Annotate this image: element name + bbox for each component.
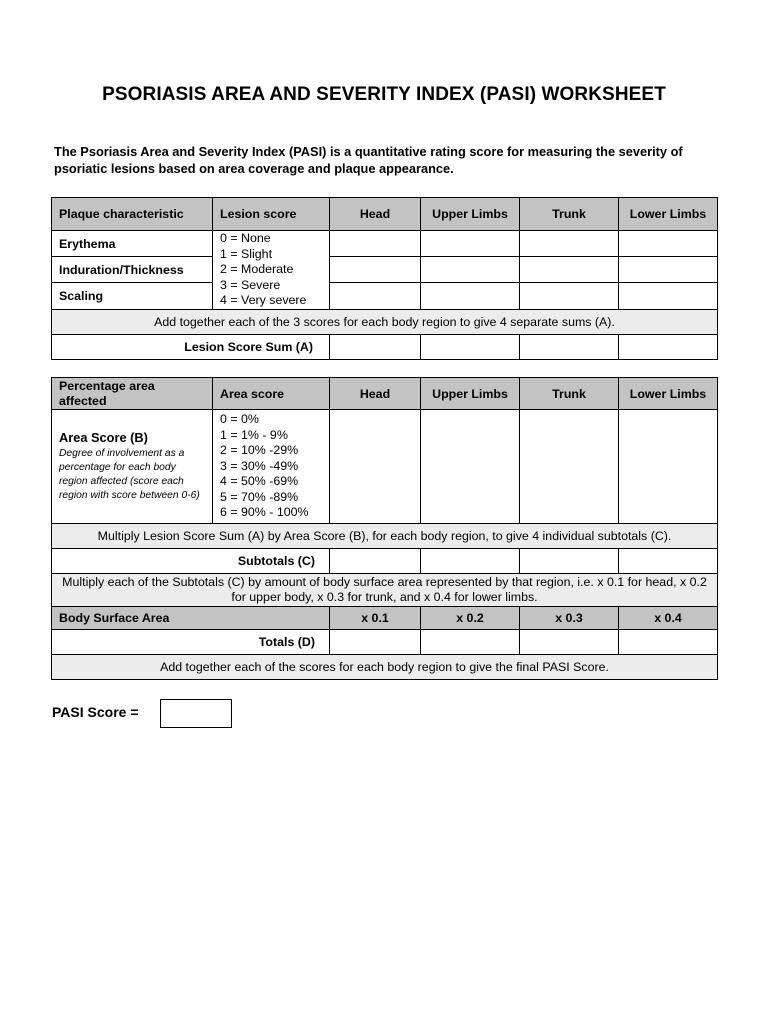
area-head-cell[interactable] xyxy=(330,410,421,524)
table-row xyxy=(52,231,718,257)
area-table-header xyxy=(52,378,718,410)
induration-trunk-cell[interactable] xyxy=(520,257,619,283)
table-row xyxy=(52,655,718,680)
body-surface-area-row xyxy=(52,607,718,630)
sum-a-lower-limbs-cell[interactable] xyxy=(619,335,718,360)
area-score-description: Degree of involvement as a percentage for each body region affected (score each region with score between 0-6) xyxy=(59,448,200,501)
subtotal-head-cell[interactable] xyxy=(330,549,421,574)
erythema-lower-limbs-cell[interactable] xyxy=(619,231,718,257)
area-lower-limbs-cell[interactable] xyxy=(619,410,718,524)
row-label-induration: Induration/Thickness xyxy=(52,257,213,283)
body-surface-area-label: Body Surface Area xyxy=(52,607,330,630)
scaling-lower-limbs-cell[interactable] xyxy=(619,283,718,310)
sum-a-upper-limbs-cell[interactable] xyxy=(421,335,520,360)
pasi-score-label: PASI Score = xyxy=(52,704,139,720)
bsa-multiplier-trunk: x 0.3 xyxy=(520,607,619,630)
region-header-head: Head xyxy=(330,378,421,410)
region-header-upper-limbs: Upper Limbs xyxy=(421,198,520,231)
scale-item: 5 = 70% -89% xyxy=(220,489,299,504)
scale-item: 4 = 50% -69% xyxy=(220,474,299,489)
table-row xyxy=(52,574,718,607)
lesion-score-header: Lesion score xyxy=(213,198,330,231)
scale-item: 2 = Moderate xyxy=(220,262,294,277)
scale-item: 4 = Very severe xyxy=(220,293,307,308)
region-header-trunk: Trunk xyxy=(520,198,619,231)
area-trunk-cell[interactable] xyxy=(520,410,619,524)
subtotals-label: Subtotals (C) xyxy=(52,549,330,574)
region-header-lower-limbs: Lower Limbs xyxy=(619,198,718,231)
table-row xyxy=(52,310,718,335)
table-row xyxy=(52,335,718,360)
instruction-body-surface-area: Multiply each of the Subtotals (C) by amount of body surface area represented by that region, i.e. x 0.1 for head, x 0.2 for upper body, x 0.3 for trunk, and x 0.4 for lower limbs. xyxy=(52,574,718,607)
scaling-trunk-cell[interactable] xyxy=(520,283,619,310)
instruction-sum-a: Add together each of the 3 scores for each body region to give 4 separate sums (A). xyxy=(52,310,718,335)
table-row xyxy=(52,630,718,655)
percentage-area-header: Percentage area affected xyxy=(52,378,213,410)
region-header-lower-limbs: Lower Limbs xyxy=(619,378,718,410)
area-score-description-cell xyxy=(52,410,213,524)
subtotal-lower-limbs-cell[interactable] xyxy=(619,549,718,574)
scale-item: 6 = 90% - 100% xyxy=(220,505,309,520)
table-row xyxy=(52,524,718,549)
sum-a-trunk-cell[interactable] xyxy=(520,335,619,360)
area-score-table xyxy=(51,377,718,680)
region-header-trunk: Trunk xyxy=(520,378,619,410)
area-upper-limbs-cell[interactable] xyxy=(421,410,520,524)
total-upper-limbs-cell[interactable] xyxy=(421,630,520,655)
bsa-multiplier-lower-limbs: x 0.4 xyxy=(619,607,718,630)
scale-item: 3 = 30% -49% xyxy=(220,458,299,473)
total-lower-limbs-cell[interactable] xyxy=(619,630,718,655)
sum-a-head-cell[interactable] xyxy=(330,335,421,360)
bsa-multiplier-head: x 0.1 xyxy=(330,607,421,630)
intro-paragraph: The Psoriasis Area and Severity Index (PASI) is a quantitative rating score for measuring the severity of psoriatic lesions based on area coverage and plaque appearance. xyxy=(54,144,683,176)
worksheet-title: PSORIASIS AREA AND SEVERITY INDEX (PASI) WORKSHEET xyxy=(102,84,666,105)
table-row xyxy=(52,257,718,283)
bsa-multiplier-upper-limbs: x 0.2 xyxy=(421,607,520,630)
area-score-scale xyxy=(213,410,330,524)
scale-item: 1 = Slight xyxy=(220,246,273,261)
induration-head-cell[interactable] xyxy=(330,257,421,283)
scaling-upper-limbs-cell[interactable] xyxy=(421,283,520,310)
scale-item: 1 = 1% - 9% xyxy=(220,427,288,442)
subtotal-trunk-cell[interactable] xyxy=(520,549,619,574)
region-header-upper-limbs: Upper Limbs xyxy=(421,378,520,410)
scale-item: 0 = None xyxy=(220,231,271,246)
table-row xyxy=(52,410,718,524)
table-row xyxy=(52,549,718,574)
pasi-score-box[interactable] xyxy=(160,699,232,728)
table-row xyxy=(52,283,718,310)
total-trunk-cell[interactable] xyxy=(520,630,619,655)
instruction-final-score: Add together each of the scores for each body region to give the final PASI Score. xyxy=(52,655,718,680)
row-label-erythema: Erythema xyxy=(52,231,213,257)
scale-item: 2 = 10% -29% xyxy=(220,443,299,458)
lesion-score-scale xyxy=(213,231,330,310)
induration-lower-limbs-cell[interactable] xyxy=(619,257,718,283)
erythema-head-cell[interactable] xyxy=(330,231,421,257)
region-header-head: Head xyxy=(330,198,421,231)
lesion-score-sum-label: Lesion Score Sum (A) xyxy=(52,335,330,360)
plaque-characteristic-header: Plaque characteristic xyxy=(52,198,213,231)
totals-label: Totals (D) xyxy=(52,630,330,655)
scaling-head-cell[interactable] xyxy=(330,283,421,310)
area-score-header: Area score xyxy=(213,378,330,410)
lesion-score-table xyxy=(51,197,718,360)
scale-item: 3 = Severe xyxy=(220,277,281,292)
erythema-upper-limbs-cell[interactable] xyxy=(421,231,520,257)
area-score-title: Area Score (B) xyxy=(59,430,148,445)
instruction-subtotals-c: Multiply Lesion Score Sum (A) by Area Score (B), for each body region, to give 4 individual subtotals (C). xyxy=(52,524,718,549)
subtotal-upper-limbs-cell[interactable] xyxy=(421,549,520,574)
total-head-cell[interactable] xyxy=(330,630,421,655)
scale-item: 0 = 0% xyxy=(220,411,259,426)
induration-upper-limbs-cell[interactable] xyxy=(421,257,520,283)
row-label-scaling: Scaling xyxy=(52,283,213,310)
erythema-trunk-cell[interactable] xyxy=(520,231,619,257)
lesion-table-header xyxy=(52,198,718,231)
